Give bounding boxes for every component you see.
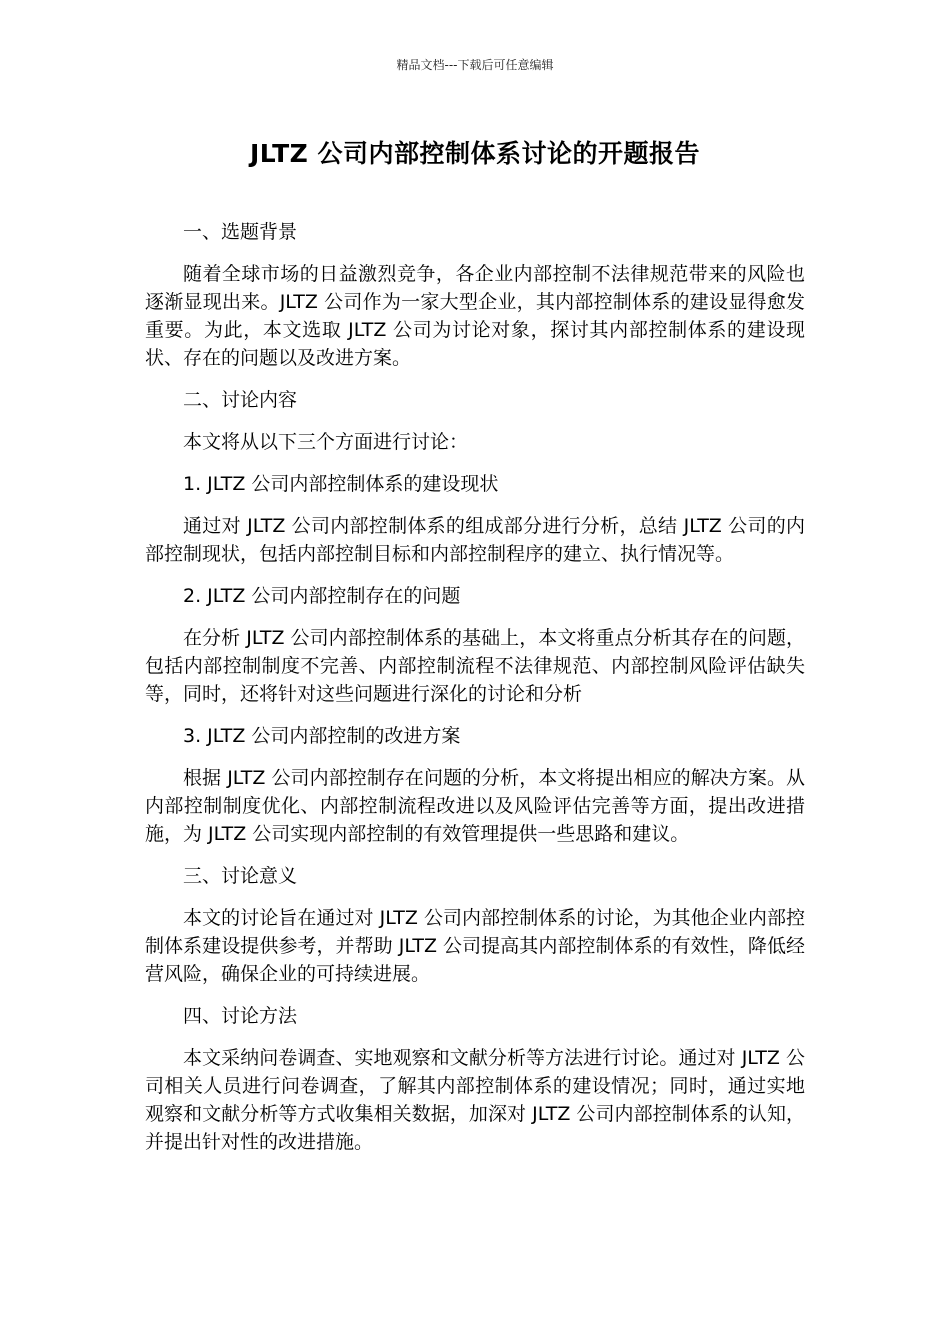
- document-title: JLTZ 公司内部控制体系讨论的开题报告: [250, 139, 700, 168]
- subheading-improvements: 3. JLTZ 公司内部控制的改进方案: [183, 725, 461, 747]
- page-header: 精品文档---下载后可任意编辑: [396, 58, 554, 72]
- section-heading-background: 一、选题背景: [183, 221, 298, 243]
- paragraph-current-status: 通过对 JLTZ 公司内部控制体系的组成部分进行分析，总结 JLTZ 公司的内部控制现状，包括内部控制目标和内部控制程序的建立、执行情况等。: [145, 515, 805, 565]
- paragraph-significance: 本文的讨论旨在通过对 JLTZ 公司内部控制体系的讨论，为其他企业内部控制体系建设提供参考，并帮助 JLTZ 公司提高其内部控制体系的有效性，降低经营风险，确保企业的可持续进展。: [145, 907, 805, 985]
- document-body: [145, 218, 805, 1170]
- section-heading-methods: 四、讨论方法: [183, 1005, 298, 1027]
- paragraph-methods: 本文采纳问卷调查、实地观察和文献分析等方法进行讨论。通过对 JLTZ 公司相关人员进行问卷调查，了解其内部控制体系的建设情况；同时，通过实地观察和文献分析等方式收集相关数据，加深对 JLTZ 公司内部控制体系的认知，并提出针对性的改进措施。: [145, 1047, 805, 1153]
- paragraph-problems: 在分析 JLTZ 公司内部控制体系的基础上，本文将重点分析其存在的问题，包括内部控制制度不完善、内部控制流程不法律规范、内部控制风险评估缺失等，同时，还将针对这些问题进行深化的讨论和分析: [145, 627, 805, 705]
- subheading-problems: 2. JLTZ 公司内部控制存在的问题: [183, 585, 461, 607]
- section-heading-content: 二、讨论内容: [183, 389, 298, 411]
- section-heading-significance: 三、讨论意义: [183, 865, 298, 887]
- paragraph-background: 随着全球市场的日益激烈竞争，各企业内部控制不法律规范带来的风险也逐渐显现出来。JLTZ 公司作为一家大型企业，其内部控制体系的建设显得愈发重要。为此，本文选取 JLTZ 公司为讨论对象，探讨其内部控制体系的建设现状、存在的问题以及改进方案。: [145, 263, 805, 369]
- paragraph-content-intro: 本文将从以下三个方面进行讨论：: [183, 431, 469, 453]
- paragraph-improvements: 根据 JLTZ 公司内部控制存在问题的分析，本文将提出相应的解决方案。从内部控制制度优化、内部控制流程改进以及风险评估完善等方面，提出改进措施，为 JLTZ 公司实现内部控制的有效管理提供一些思路和建议。: [145, 767, 805, 845]
- subheading-current-status: 1. JLTZ 公司内部控制体系的建设现状: [183, 473, 499, 495]
